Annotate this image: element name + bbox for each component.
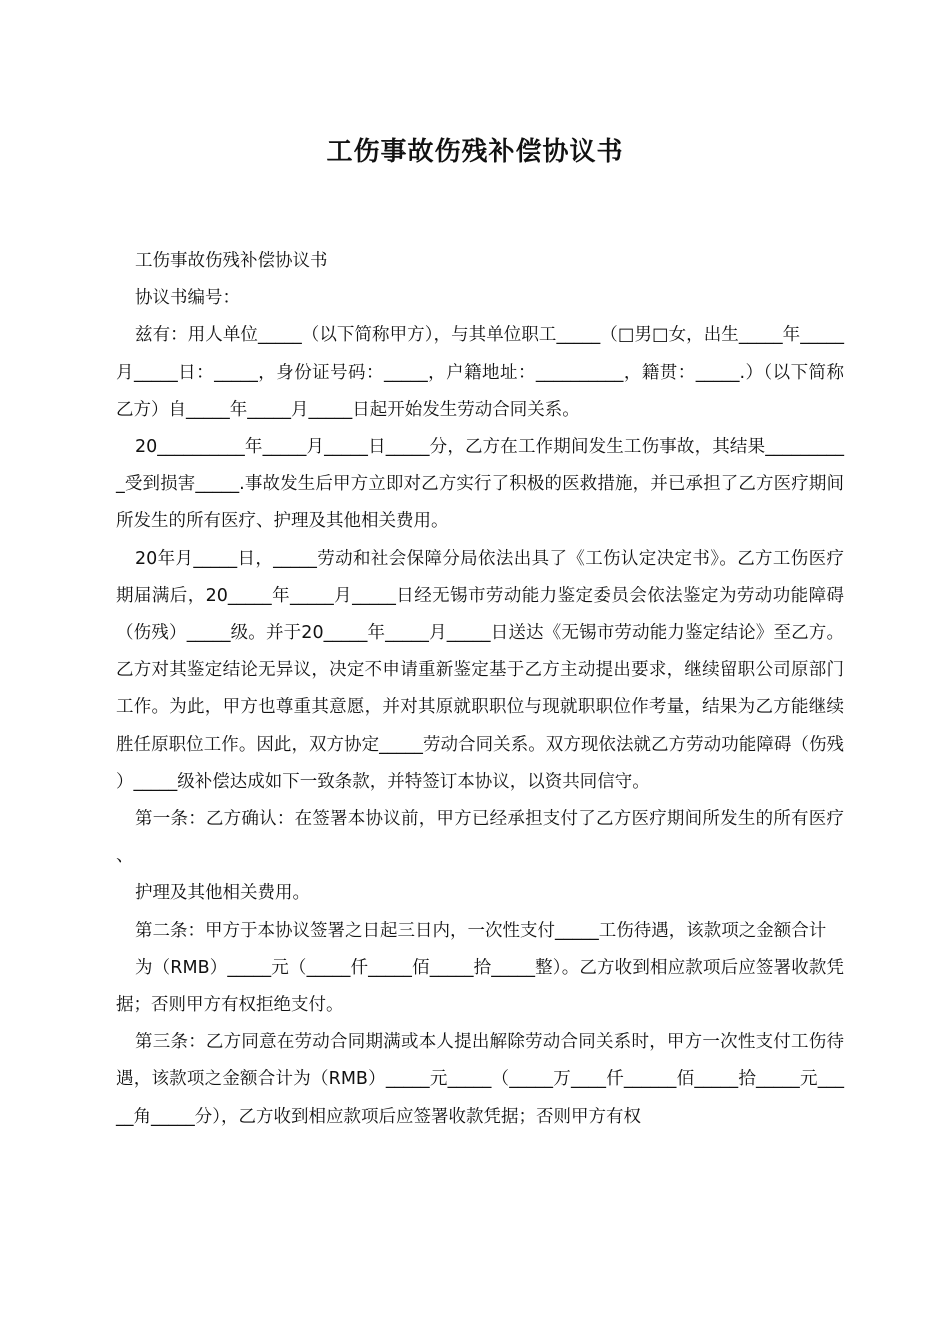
article-3: 第三条：乙方同意在劳动合同期满或本人提出解除劳动合同关系时，甲方一次性支付工伤待遇，该款项之金额合计为（RMB）_____元_____（_____万____仟______佰_____拾_____元_____角_____分），乙方收到相应款项后应签署收款凭据；否则甲方有权 — [116, 1032, 844, 1127]
accident-paragraph: 20__________年_____月_____日_____分，乙方在工作期间发生工伤事故，其结果__________受到损害_____.事故发生后甲方立即对乙方实行了积极的医救措施，并已承担了乙方医疗期间所发生的所有医疗、护理及其他相关费用。 — [116, 437, 844, 532]
article-2: 第二条：甲方于本协议签署之日起三日内，一次性支付_____工伤待遇，该款项之金额合计 — [135, 920, 827, 941]
article-2-continued: 为（RMB）_____元（_____仟_____佰_____拾_____整）。乙方收到相应款项后应签署收款凭据；否则甲方有权拒绝支付。 — [116, 957, 844, 1016]
document-title: 工伤事故伤残补偿协议书 — [326, 137, 624, 167]
document-body — [116, 243, 844, 1136]
article-1-continued: 护理及其他相关费用。 — [135, 883, 310, 904]
body-heading: 工伤事故伤残补偿协议书 — [135, 251, 328, 271]
appraisal-paragraph: 20年月_____日，_____劳动和社会保障分局依法出具了《工伤认定决定书》。乙方工伤医疗期届满后，20_____年_____月_____日经无锡市劳动能力鉴定委员会依法鉴定为劳动功能障碍（伤残）_____级。并于20_____年_____月_____日送达《无锡市劳动能力鉴定结论》至乙方。乙方对其鉴定结论无异议，决定不申请重新鉴定基于乙方主动提出要求，继续留职公司原部门工作。为此，甲方也尊重其意愿，并对其原就职职位与现就职职位作考量，结果为乙方能继续胜任原职位工作。因此，双方协定_____劳动合同关系。双方现依法就乙方劳动功能障碍（伤残）_____级补偿达成如下一致条款，并特签订本协议，以资共同信守。 — [116, 548, 844, 792]
article-1: 第一条：乙方确认：在签署本协议前，甲方已经承担支付了乙方医疗期间所发生的所有医疗、 — [116, 809, 844, 867]
agreement-number: 协议书编号： — [135, 288, 240, 309]
parties-paragraph: 兹有：用人单位_____（以下简称甲方），与其单位职工_____（□男□女，出生_____年_____月_____日：_____，身份证号码：_____，户籍地址：__________，籍贯：_____.）（以下简称乙方）自_____年_____月_____日起开始发生劳动合同关系。 — [116, 325, 844, 420]
